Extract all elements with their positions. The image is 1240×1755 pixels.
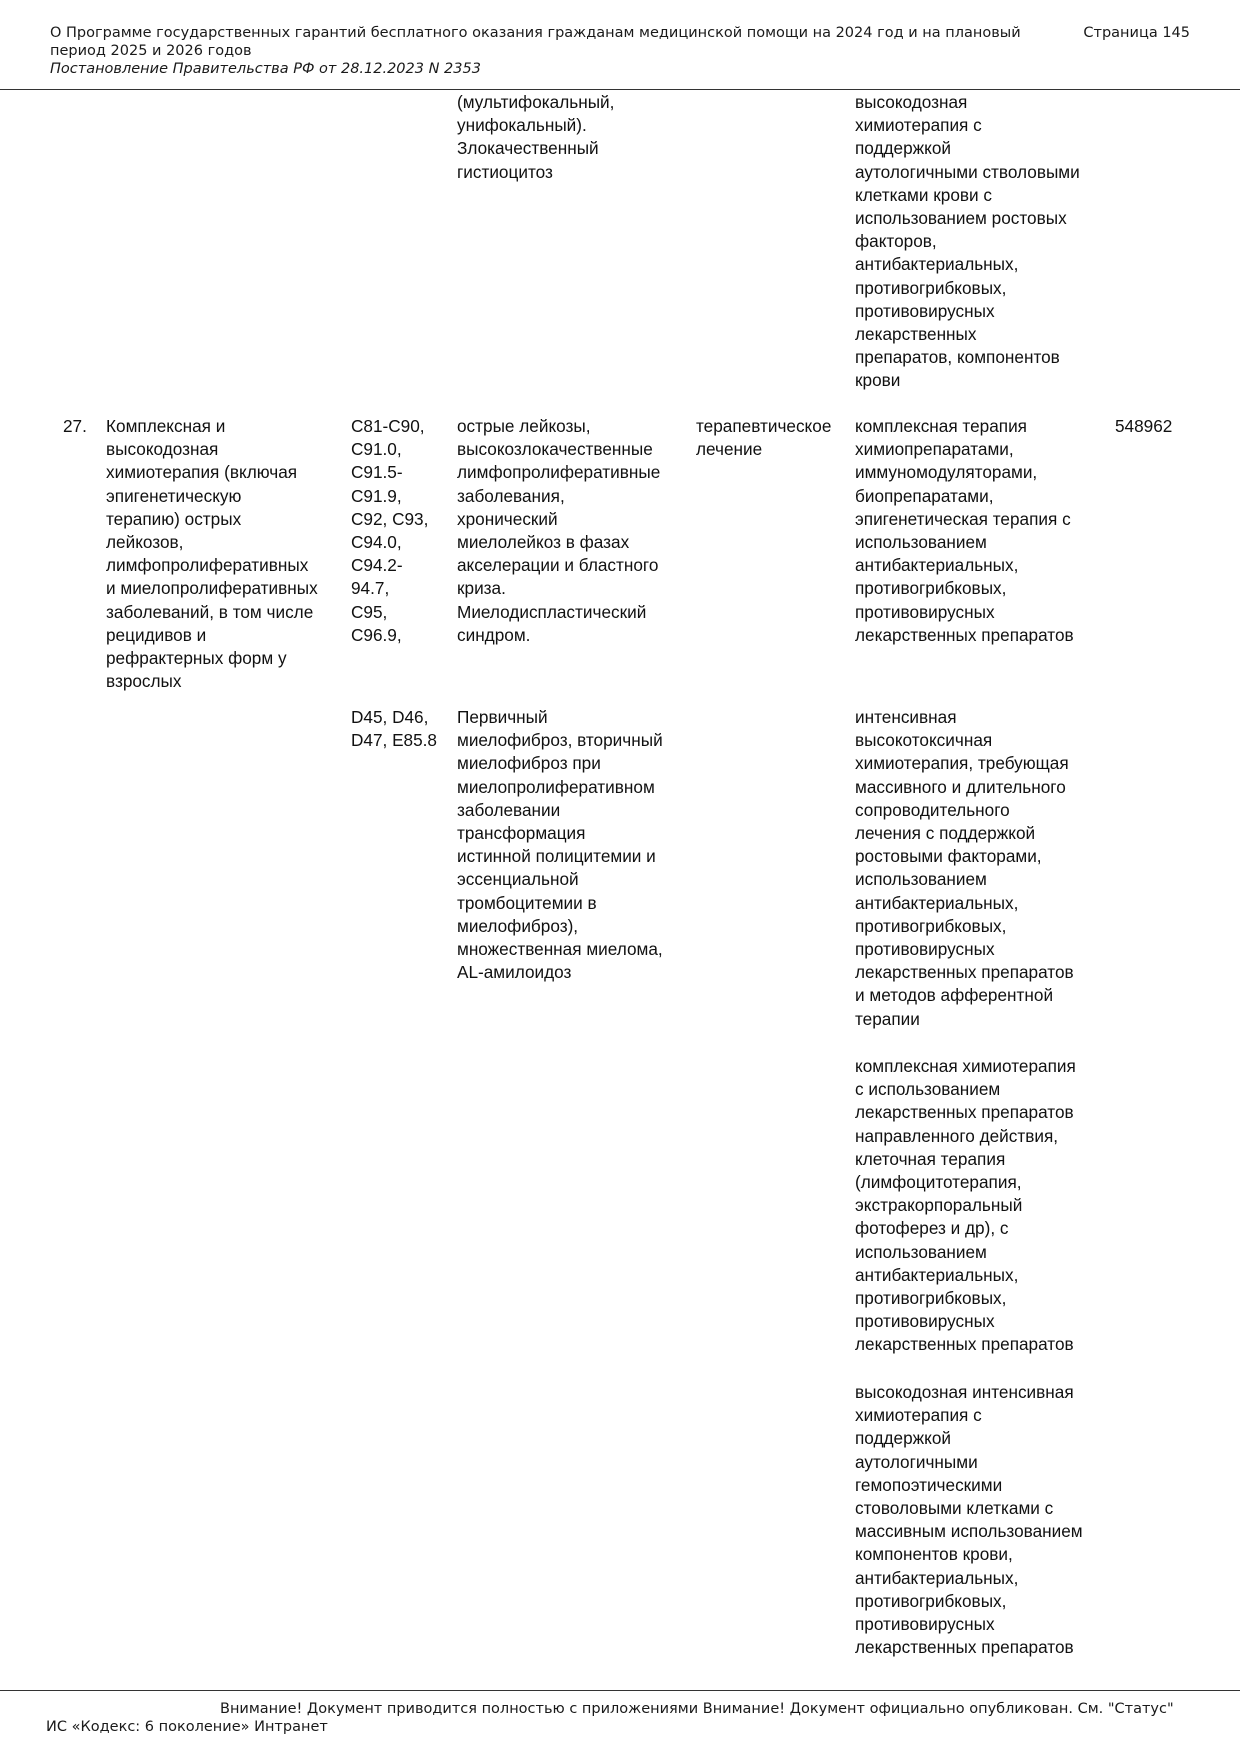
page-number: Страница 145 (1083, 25, 1190, 41)
page-header (50, 24, 1190, 78)
treatment-method-cell: комплексная терапия химиопрепаратами, иммуномодуляторами, биопрепаратами, эпигенетическая терапия с использованием антибактериальных, противогрибковых, противовирусных лекарственных препаратов (855, 416, 1074, 645)
treatment-name-cell: Комплексная и высокодозная химиотерапия (включая эпигенетическую терапию) острых лейкозов, лимфопролиферативных и миелопролиферативных заболеваний, в том числе рецидивов и рефрактерных форм у взрослых (106, 416, 318, 692)
document-title: О Программе государственных гарантий бесплатного оказания гражданам медицинской помощи на 2024 год и на плановый период 2025 и 2026 годов (50, 25, 1021, 59)
icd-codes-cell: C81-C90, C91.0, C91.5- C91.9, C92, C93, C94.0, C94.2- 94.7, C95, C96.9, (351, 416, 429, 645)
patient-model-cell: острые лейкозы, высокозлокачественные лимфопролиферативные заболевания, хронический миелолейкоз в фазах акселерации и бластного криза. Миелодиспластический синдром. (457, 416, 661, 645)
treatment-type-cell: терапевтическое лечение (696, 416, 832, 460)
continuation-method-cell: высокодозная химиотерапия с поддержкой аутологичными стволовыми клетками крови с использованием ростовых факторов, антибактериальных, противогрибковых, противовирусных лекарственных препаратов, компонентов крови (855, 92, 1080, 391)
row-number: 27. (63, 416, 87, 436)
treatment-method-cell-2c: высокодозная интенсивная химиотерапия с поддержкой аутологичными гемопоэтическими стоволовыми клетками с массивным использованием компонентов крови, антибактериальных, противогрибковых, противовирусных лекарственных препаратов (855, 1382, 1083, 1658)
footer-system: ИС «Кодекс: 6 поколение» Интранет (46, 1719, 328, 1735)
cost-cell: 548962 (1115, 416, 1173, 436)
header-divider (0, 89, 1240, 90)
treatment-method-cell-2b: комплексная химиотерапия с использованием лекарственных препаратов направленного действия, клеточная терапия (лимфоцитотерапия, экстракорпоральный фотоферез и др), с использованием антибактериальных, противогрибковых, противовирусных лекарственных препаратов (855, 1056, 1076, 1355)
footer-divider (0, 1690, 1240, 1691)
decree-reference: Постановление Правительства РФ от 28.12.2023 N 2353 (50, 61, 481, 77)
treatment-method-cell-2a: интенсивная высокотоксичная химиотерапия, требующая массивного и длительного сопроводительного лечения с поддержкой ростовыми факторами, использованием антибактериальных, противогрибковых, противовирусных лекарственных препаратов и методов афферентной терапии (855, 707, 1074, 1029)
patient-model-cell-2: Первичный миелофиброз, вторичный миелофиброз при миелопролиферативном заболевании трансформация истинной полицитемии и эссенциальной тромбоцитемии в миелофиброз), множественная миелома, AL-амилоидоз (457, 707, 663, 983)
footer-notice: Внимание! Документ приводится полностью с приложениями Внимание! Документ официально опубликован. См. "Статус" (220, 1701, 1174, 1717)
icd-codes-cell-2: D45, D46, D47, E85.8 (351, 707, 437, 751)
continuation-model-cell: (мультифокальный, унифокальный). Злокачественный гистиоцитоз (457, 92, 615, 182)
